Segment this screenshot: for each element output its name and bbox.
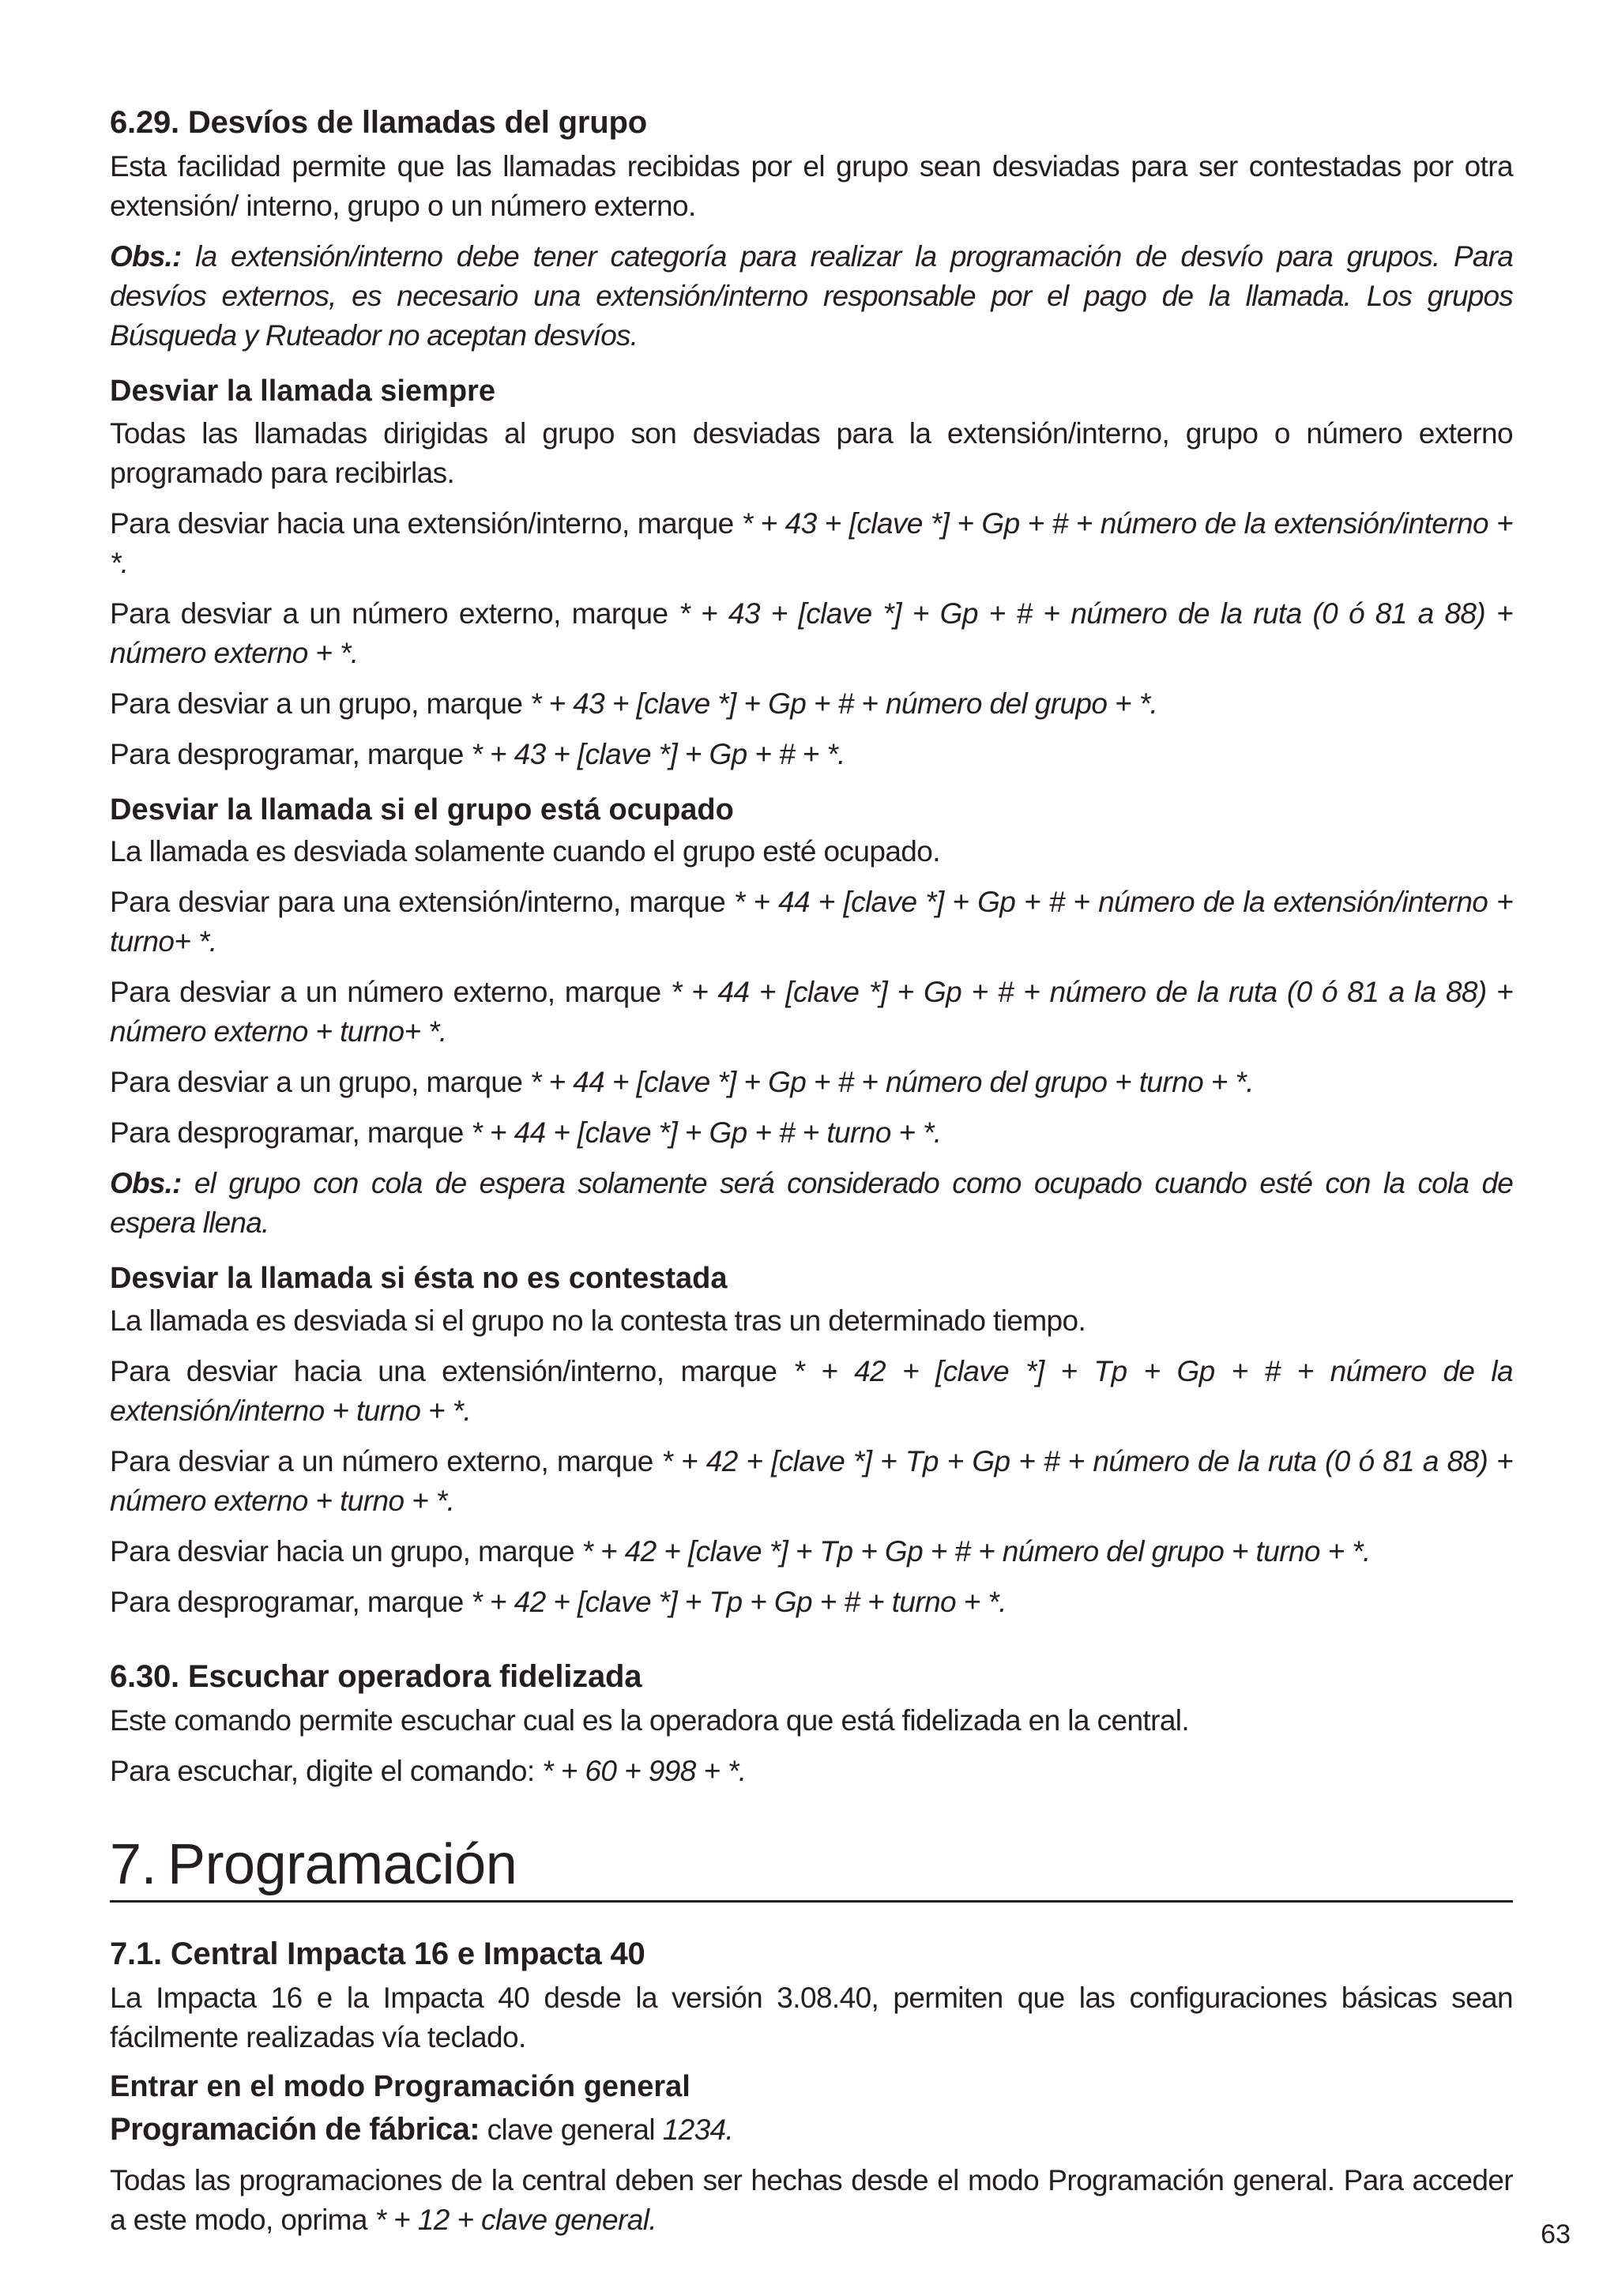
item-lead: Para desviar hacia una extensión/interno, marque <box>110 1354 794 1387</box>
mode-heading: Entrar en el modo Programación general <box>110 2070 690 2104</box>
dial-sequence: * + 42 + [clave *] + Tp + Gp + # + número de la ruta (0 ó 81 a 88) + número externo + turno + *. <box>110 1444 1513 1517</box>
factory-value: 1234. <box>662 2113 734 2146</box>
busy-item-3 <box>110 1063 1513 1102</box>
chapter-heading <box>110 1832 1513 1903</box>
item-lead: Para desviar hacia una extensión/interno, marque <box>110 506 742 540</box>
obs-label: Obs.: <box>110 1167 182 1199</box>
section-6-30-command <box>110 1752 1513 1791</box>
section-6-30-title: 6.30. Escuchar operadora fidelizada <box>110 1658 642 1694</box>
dial-sequence: * + 60 + 998 + *. <box>542 1754 747 1787</box>
item-lead: Todas las programaciones de la central deben ser hechas desde el modo Programación general. Para acceder a este modo, oprima <box>110 2163 1513 2236</box>
noanswer-intro: La llamada es desviada si el grupo no la contesta tras un determinado tiempo. <box>110 1304 1086 1337</box>
item-lead: Para desviar para una extensión/interno, marque <box>110 886 734 918</box>
item-lead: Para desviar a un número externo, marque <box>110 976 671 1008</box>
noanswer-heading: Desviar la llamada si ésta no es contestada <box>110 1262 728 1295</box>
dial-sequence: * + 42 + [clave *] + Tp + Gp + # + número de la extensión/interno + turno + *. <box>110 1354 1513 1427</box>
dial-sequence: * + 42 + [clave *] + Tp + Gp + # + número del grupo + turno + *. <box>581 1534 1371 1568</box>
section-7-1-intro: La Impacta 16 e la Impacta 40 desde la versión 3.08.40, permiten que las configuraciones básicas sean fácilmente realizadas vía teclado. <box>110 1982 1513 2054</box>
busy-item-4 <box>110 1113 1513 1153</box>
item-lead: Para desviar a un número externo, marque <box>110 597 679 630</box>
busy-heading: Desviar la llamada si el grupo está ocupado <box>110 792 734 826</box>
chapter-title: Programación <box>167 1832 517 1896</box>
noanswer-item-3 <box>110 1532 1513 1571</box>
dial-sequence: * + 44 + [clave *] + Gp + # + turno + *. <box>471 1116 942 1149</box>
noanswer-item-4 <box>110 1583 1513 1622</box>
item-lead: Para desviar a un número externo, marque <box>110 1444 662 1477</box>
dial-sequence: * + 12 + clave general. <box>374 2203 657 2236</box>
always-item-3 <box>110 684 1513 724</box>
factory-label: Programación de fábrica: <box>110 2111 480 2147</box>
obs-text: el grupo con cola de espera solamente será considerado como ocupado cuando esté con la cola de espera llena. <box>110 1167 1513 1239</box>
busy-item-2 <box>110 973 1513 1052</box>
obs-label: Obs.: <box>110 240 182 273</box>
section-6-29-obs <box>110 237 1513 356</box>
obs-text: la extensión/interno debe tener categoría para realizar la programación de desvío para grupos. Para desvíos externos, es necesario una extensión/interno responsable por el pago de la llamada. Los grupos Búsqueda y Ruteador no aceptan desvíos. <box>110 240 1513 352</box>
access-paragraph <box>110 2161 1513 2240</box>
dial-sequence: * + 43 + [clave *] + Gp + # + *. <box>471 737 845 770</box>
dial-sequence: * + 44 + [clave *] + Gp + # + número de la extensión/interno + turno+ *. <box>110 886 1513 958</box>
dial-sequence: * + 43 + [clave *] + Gp + # + número de la extensión/interno + *. <box>110 506 1513 579</box>
noanswer-item-2 <box>110 1442 1513 1521</box>
always-item-1 <box>110 504 1513 583</box>
item-lead: Para escuchar, digite el comando: <box>110 1754 543 1787</box>
busy-item-1 <box>110 883 1513 962</box>
chapter-number: 7. <box>110 1832 157 1896</box>
dial-sequence: * + 43 + [clave *] + Gp + # + número de la ruta (0 ó 81 a 88) + número externo + *. <box>110 597 1513 669</box>
dial-sequence: * + 44 + [clave *] + Gp + # + número de la ruta (0 ó 81 a la 88) + número externo + turno+ *. <box>110 976 1514 1048</box>
always-heading: Desviar la llamada siempre <box>110 375 495 408</box>
noanswer-item-1 <box>110 1352 1513 1431</box>
busy-intro: La llamada es desviada solamente cuando el grupo esté ocupado. <box>110 835 940 868</box>
item-lead: Para desprogramar, marque <box>110 1116 472 1149</box>
always-item-2 <box>110 594 1513 673</box>
always-item-4 <box>110 735 1513 774</box>
spacer <box>110 1633 1513 1657</box>
spacer <box>110 1903 1513 1934</box>
section-7-1-title: 7.1. Central Impacta 16 e Impacta 40 <box>110 1937 645 1972</box>
item-lead: Para desviar hacia un grupo, marque <box>110 1534 582 1568</box>
dial-sequence: * + 42 + [clave *] + Tp + Gp + # + turno + *. <box>471 1585 1007 1618</box>
factory-line <box>110 2110 1513 2150</box>
item-lead: Para desprogramar, marque <box>110 1585 472 1618</box>
section-6-30-intro: Este comando permite escuchar cual es la operadora que está fidelizada en la central. <box>110 1703 1190 1737</box>
item-lead: Para desviar a un grupo, marque <box>110 687 531 720</box>
dial-sequence: * + 44 + [clave *] + Gp + # + número del grupo + turno + *. <box>530 1066 1254 1098</box>
factory-text: clave general <box>479 2113 663 2146</box>
item-lead: Para desprogramar, marque <box>110 737 472 770</box>
page-number: 63 <box>1541 2219 1571 2249</box>
always-intro: Todas las llamadas dirigidas al grupo son desviadas para la extensión/interno, grupo o número externo programado para recibirlas. <box>110 416 1513 489</box>
section-6-29-intro: Esta facilidad permite que las llamadas recibidas por el grupo sean desviadas para ser contestadas por otra extensión/ interno, grupo o un número externo. <box>110 150 1513 222</box>
dial-sequence: * + 43 + [clave *] + Gp + # + número del grupo + *. <box>530 687 1158 720</box>
busy-obs <box>110 1164 1513 1243</box>
document-page <box>110 103 1513 2251</box>
section-6-29-title: 6.29. Desvíos de llamadas del grupo <box>110 105 647 140</box>
item-lead: Para desviar a un grupo, marque <box>110 1066 531 1098</box>
